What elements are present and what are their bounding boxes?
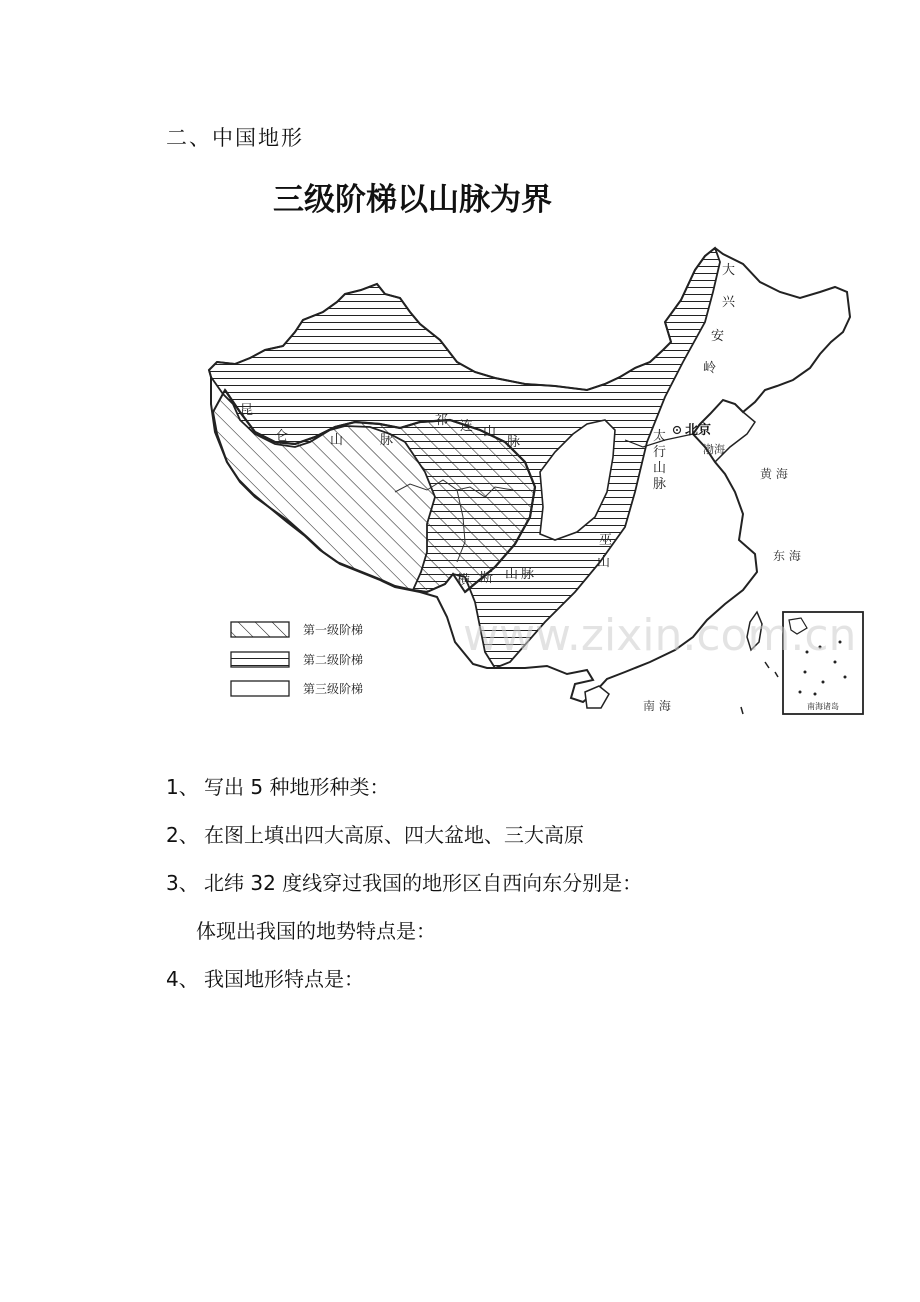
taihang-char: 行 bbox=[653, 445, 667, 460]
qilian-char: 祁 bbox=[435, 413, 449, 428]
question-text: 我国地形特点是： bbox=[204, 967, 364, 991]
map-title: 三级阶梯以山脉为界 bbox=[273, 182, 552, 218]
question-item bbox=[166, 965, 364, 993]
nanhai-label: 南 海 bbox=[643, 699, 671, 713]
legend-swatch-second-step bbox=[231, 652, 289, 667]
question-text: 在图上填出四大高原、四大盆地、三大高原 bbox=[204, 823, 584, 847]
watermark-text: www.zixin.com.cn bbox=[463, 610, 857, 661]
legend-label: 第三级阶梯 bbox=[303, 682, 364, 696]
legend-label: 第一级阶梯 bbox=[303, 623, 364, 637]
qilian-char: 山 bbox=[483, 425, 497, 440]
question-number: 2、 bbox=[166, 823, 199, 847]
kunlun-char: 脉 bbox=[380, 433, 394, 448]
terrain-map-figure bbox=[195, 172, 875, 720]
bohai-label: 渤海 bbox=[703, 443, 725, 456]
question-continuation: 体现出我国的地势特点是： bbox=[196, 919, 436, 943]
map-legend bbox=[231, 622, 363, 696]
daxinganling-char: 大 bbox=[722, 263, 736, 278]
question-text: 北纬 32 度线穿过我国的地形区自西向东分别是： bbox=[204, 871, 643, 895]
question-number: 3、 bbox=[166, 871, 199, 895]
qilian-char: 脉 bbox=[507, 435, 521, 450]
taihang-char: 太 bbox=[653, 429, 667, 444]
legend-swatch-first-step bbox=[231, 622, 289, 637]
wushan-char: 巫 bbox=[599, 533, 613, 548]
hengduan-char: 横 bbox=[457, 573, 471, 588]
island-marks bbox=[741, 662, 778, 714]
qilian-char: 连 bbox=[460, 419, 474, 434]
daxinganling-char: 安 bbox=[711, 329, 725, 344]
taihang-char: 脉 bbox=[653, 477, 667, 492]
hengduan-char: 脉 bbox=[521, 567, 535, 582]
beijing-marker-dot bbox=[676, 429, 678, 431]
kunlun-char: 仑 bbox=[275, 429, 289, 444]
taihang-char: 山 bbox=[653, 461, 667, 476]
question-number: 4、 bbox=[166, 967, 199, 991]
question-text: 写出 5 种地形种类： bbox=[204, 775, 390, 799]
kunlun-char: 山 bbox=[330, 433, 344, 448]
question-number: 1、 bbox=[166, 775, 199, 799]
china-terrain-map bbox=[195, 172, 875, 720]
question-item bbox=[166, 869, 642, 897]
huanghai-label: 黄 海 bbox=[760, 467, 788, 481]
donghai-label: 东 海 bbox=[773, 549, 801, 563]
hengduan-char: 山 bbox=[505, 567, 519, 582]
daxinganling-char: 岭 bbox=[703, 361, 717, 376]
section-heading: 二、中国地形 bbox=[166, 126, 304, 150]
question-item bbox=[166, 821, 584, 849]
nanhai-islands-label: 南海诸岛 bbox=[807, 702, 839, 711]
legend-swatch-third-step bbox=[231, 681, 289, 696]
question-item bbox=[166, 773, 389, 801]
daxinganling-char: 兴 bbox=[722, 295, 736, 310]
beijing-label: 北京 bbox=[685, 423, 712, 438]
kunlun-char: 昆 bbox=[240, 403, 254, 418]
wushan-char: 山 bbox=[597, 555, 611, 570]
hengduan-char: 断 bbox=[480, 571, 494, 586]
legend-label: 第二级阶梯 bbox=[303, 653, 364, 667]
